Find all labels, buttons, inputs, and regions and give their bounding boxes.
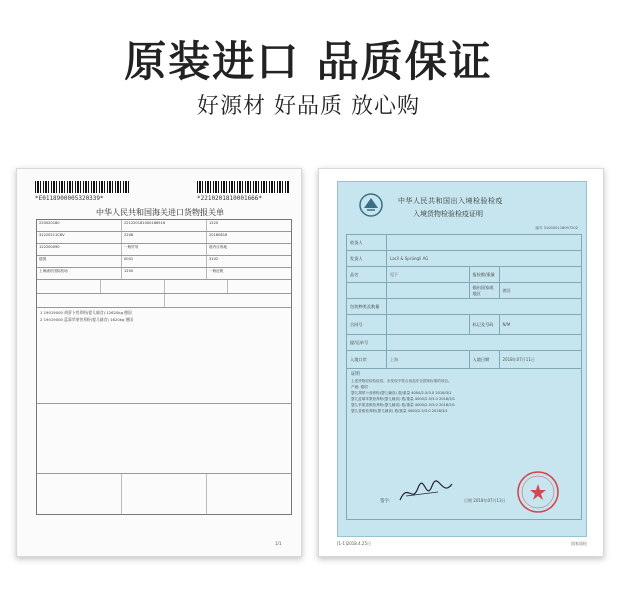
evaluation-line: 上述货物经检验检疫，未发现不符合食品安全国家标准的项目。 [351,379,452,383]
evaluation-line: 产地: 德国 [351,385,368,389]
form-row [37,474,291,514]
barcode-right [197,181,289,193]
handwritten-signature [398,478,454,506]
form-row: 31220211C8V 2208 20180816 [37,232,291,244]
sign-date: 日期 2018年07月13日 [464,498,506,503]
cert-row: 包装种类及数量 [347,299,581,315]
evaluation-heading: 证明 [351,372,360,377]
evaluation-line: 婴儿胡萝卜营养粉(婴儿辅食) 数/重量 4000/2.5/3.0 2018/3/1 [351,391,452,395]
cert-row: 品名 见下 报检数/重量 [347,267,581,283]
cert-row: 收货人 [347,235,581,251]
form-row [37,294,291,308]
goods-line: 2 19019000 蓝莓苹果营养粉(婴儿辅食) 1620kg 德国 [40,317,134,322]
signature-label: 签字： [380,499,394,504]
headline: 原装进口 品质保证 [124,37,493,86]
official-seal-stamp [516,470,560,514]
form-row: 220020180 221220181000166516 1220 [37,220,291,232]
evaluation-line: 婴儿香蕉营养粉(婴儿辅食) 数/重量 4000/2.5/3.0 2018/3/1 [351,409,448,413]
inspection-certificate-document [318,168,604,557]
certificate-sheet [337,181,587,537]
barcode-right-number: *2210201810001666* [197,195,263,202]
certificate-footer [337,541,587,547]
ciq-emblem-icon [358,192,384,218]
customs-declaration-document [16,168,302,557]
cert-row: 提/运单号 [347,335,581,351]
evaluation-line: 婴儿蓝莓苹果营养粉(婴儿辅食) 数/重量 4000/2.5/3.0 2018/3/1 [351,397,456,401]
cert-row: 合同号 标记及号码 N/M [347,315,581,335]
customs-form-table [36,219,292,515]
form-row [37,404,291,474]
barcode-left [35,181,130,193]
form-row [37,280,291,294]
customs-doc-title: 中华人民共和国海关进口货物报关单 [96,208,224,217]
cert-row: 入境口岸 上海 入境日期 2018年07月11日 [347,351,581,369]
footer-left-code: [1-1]2018.4.25日 [337,541,372,546]
form-row: 德国 0001 3102 [37,256,291,268]
cert-row: 发货人 Lacil & Sprüngli AG [347,251,581,267]
subline: 好源材 好品质 放心购 [197,94,420,119]
cert-row: 输出国家或地区 德国 [347,283,581,299]
form-row: 上海浦东国际机场 1250 一般征税 [37,268,291,280]
certificate-title-line1: 中华人民共和国出入境检验检疫 [398,197,503,205]
certificate-number: 编号 310000118097202 [535,226,578,230]
goods-line: 1 19019000 胡萝卜营养粉(婴儿辅食) 12620kg 德国 [40,310,132,315]
barcode-left-number: *E0118900005320339* [35,195,104,202]
evaluation-line: 婴儿苹果香蕉营养粉(婴儿辅食) 数/重量 4000/2.5/3.0 2018/3/1 [351,403,456,407]
certificate-title-line2: 入境货物检验检疫证明 [413,210,483,218]
form-row: 122200090 一般贸易 境内目的地 [37,244,291,256]
goods-section [37,308,291,404]
footer-right-mark: 国家质检 [571,541,587,546]
page-mark: 1/1 [275,541,282,546]
